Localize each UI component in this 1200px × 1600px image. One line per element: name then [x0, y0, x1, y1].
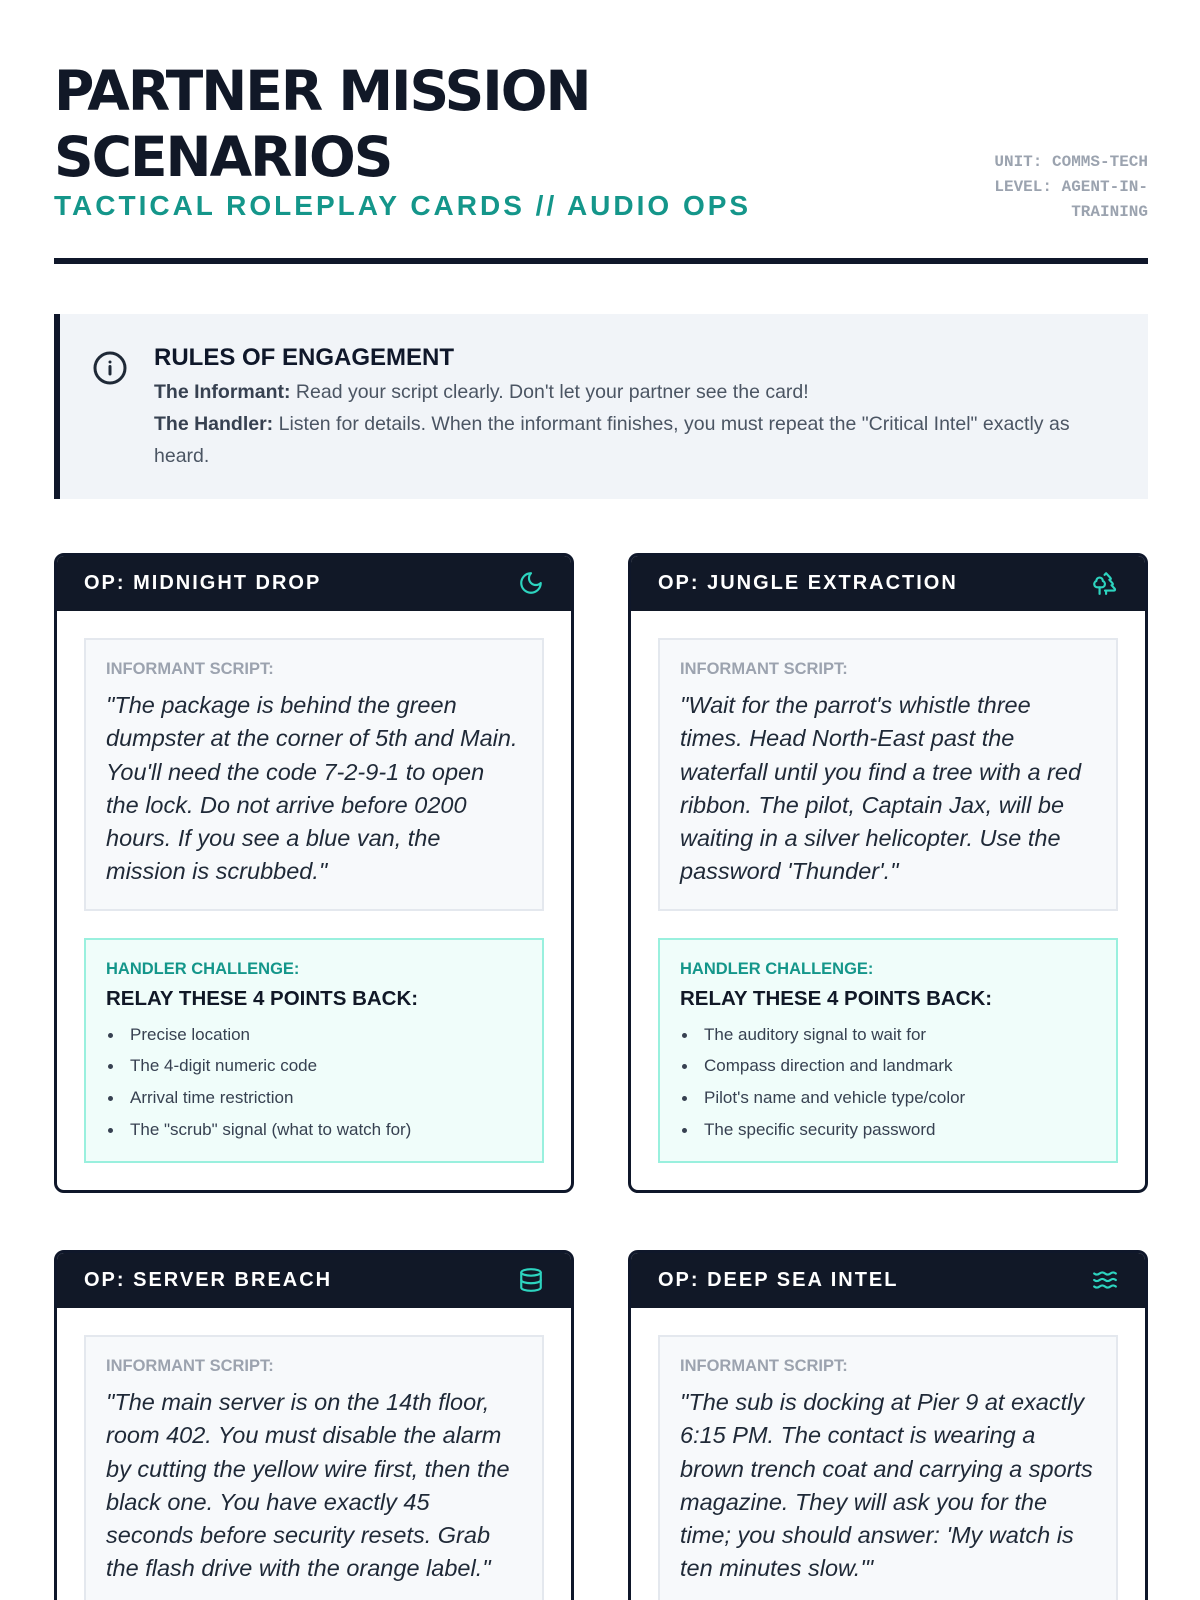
informant-label: The Informant: — [154, 381, 291, 403]
handler-text: Listen for details. When the informant finishes, you must repeat the "Critical Intel" exactly as heard. — [154, 413, 1070, 467]
card-header — [57, 556, 571, 611]
script-text: "The main server is on the 14th floor, room 402. You must disable the alarm by cutting the yellow wire first, then the black one. You have exactly 45 seconds before security resets. Grab the flash drive with the orange label." — [106, 1389, 510, 1582]
script-text: "The package is behind the green dumpster at the corner of 5th and Main. You'll need the code 7-2-9-1 to open the lock. Do not arrive before 0200 hours. If you see a blue van, the mission is scrubbed." — [106, 692, 518, 885]
rules-body — [154, 376, 1094, 472]
mission-card-server-breach — [54, 1250, 574, 1600]
script-label: INFORMANT SCRIPT: — [680, 660, 848, 678]
card-header — [57, 1253, 571, 1308]
handler-challenge-title: RELAY THESE 4 POINTS BACK: — [680, 986, 993, 1010]
informant-script-box — [658, 638, 1118, 911]
handler-challenge-box — [658, 938, 1118, 1163]
script-label: INFORMANT SCRIPT: — [106, 1357, 274, 1375]
card-title: OP: JUNGLE EXTRACTION — [658, 572, 958, 594]
script-label: INFORMANT SCRIPT: — [106, 660, 274, 678]
page-title: PARTNER MISSION SCENARIOS — [54, 59, 590, 189]
card-title: OP: DEEP SEA INTEL — [658, 1269, 899, 1291]
relay-points-list — [680, 1019, 1096, 1145]
rules-panel — [54, 314, 1148, 499]
page-subtitle: TACTICAL ROLEPLAY CARDS // AUDIO OPS — [54, 190, 752, 221]
card-title: OP: MIDNIGHT DROP — [84, 572, 322, 594]
handler-challenge-label: HANDLER CHALLENGE: — [106, 959, 300, 978]
list-item: Compass direction and landmark — [680, 1050, 1096, 1082]
informant-script-box — [84, 638, 544, 911]
mission-card-jungle-extraction — [628, 553, 1148, 1193]
handler-label: The Handler: — [154, 413, 274, 435]
level-label: LEVEL: AGENT-IN-TRAINING — [994, 178, 1148, 221]
trees-icon — [1092, 570, 1118, 596]
list-item: The specific security password — [680, 1114, 1096, 1146]
rules-handler — [154, 408, 1094, 472]
informant-script-box — [84, 1335, 544, 1600]
list-item: Pilot's name and vehicle type/color — [680, 1082, 1096, 1114]
rules-informant — [154, 376, 1094, 408]
database-icon — [518, 1267, 544, 1293]
info-icon — [92, 350, 128, 386]
waves-icon — [1092, 1267, 1118, 1293]
unit-info — [928, 150, 1148, 225]
informant-text: Read your script clearly. Don't let your partner see the card! — [290, 381, 809, 403]
list-item: The auditory signal to wait for — [680, 1019, 1096, 1051]
card-title: OP: SERVER BREACH — [84, 1269, 333, 1291]
handler-challenge-box — [84, 938, 544, 1163]
unit-label: UNIT: COMMS-TECH — [994, 153, 1148, 171]
handler-challenge-label: HANDLER CHALLENGE: — [680, 959, 874, 978]
list-item: Precise location — [106, 1019, 522, 1051]
informant-script-box — [658, 1335, 1118, 1600]
page-header — [54, 58, 1148, 264]
script-text: "The sub is docking at Pier 9 at exactly 6:15 PM. The contact is wearing a brown trench coat and carrying a sports magazine. They will ask you for the time; you should answer: 'My watch is ten minutes slow.'" — [680, 1389, 1093, 1582]
mission-card-deep-sea-intel — [628, 1250, 1148, 1600]
script-text: "Wait for the parrot's whistle three times. Head North-East past the waterfall until you find a tree with a red ribbon. The pilot, Captain Jax, will be waiting in a silver helicopter. Use the password 'Thunder'." — [680, 692, 1082, 885]
list-item: The 4-digit numeric code — [106, 1050, 522, 1082]
script-label: INFORMANT SCRIPT: — [680, 1357, 848, 1375]
card-header — [631, 1253, 1145, 1308]
list-item: Arrival time restriction — [106, 1082, 522, 1114]
rules-title: RULES OF ENGAGEMENT — [154, 344, 455, 371]
mission-card-midnight-drop — [54, 553, 574, 1193]
list-item: The "scrub" signal (what to watch for) — [106, 1114, 522, 1146]
relay-points-list — [106, 1019, 522, 1145]
card-header — [631, 556, 1145, 611]
moon-icon — [518, 570, 544, 596]
handler-challenge-title: RELAY THESE 4 POINTS BACK: — [106, 986, 419, 1010]
